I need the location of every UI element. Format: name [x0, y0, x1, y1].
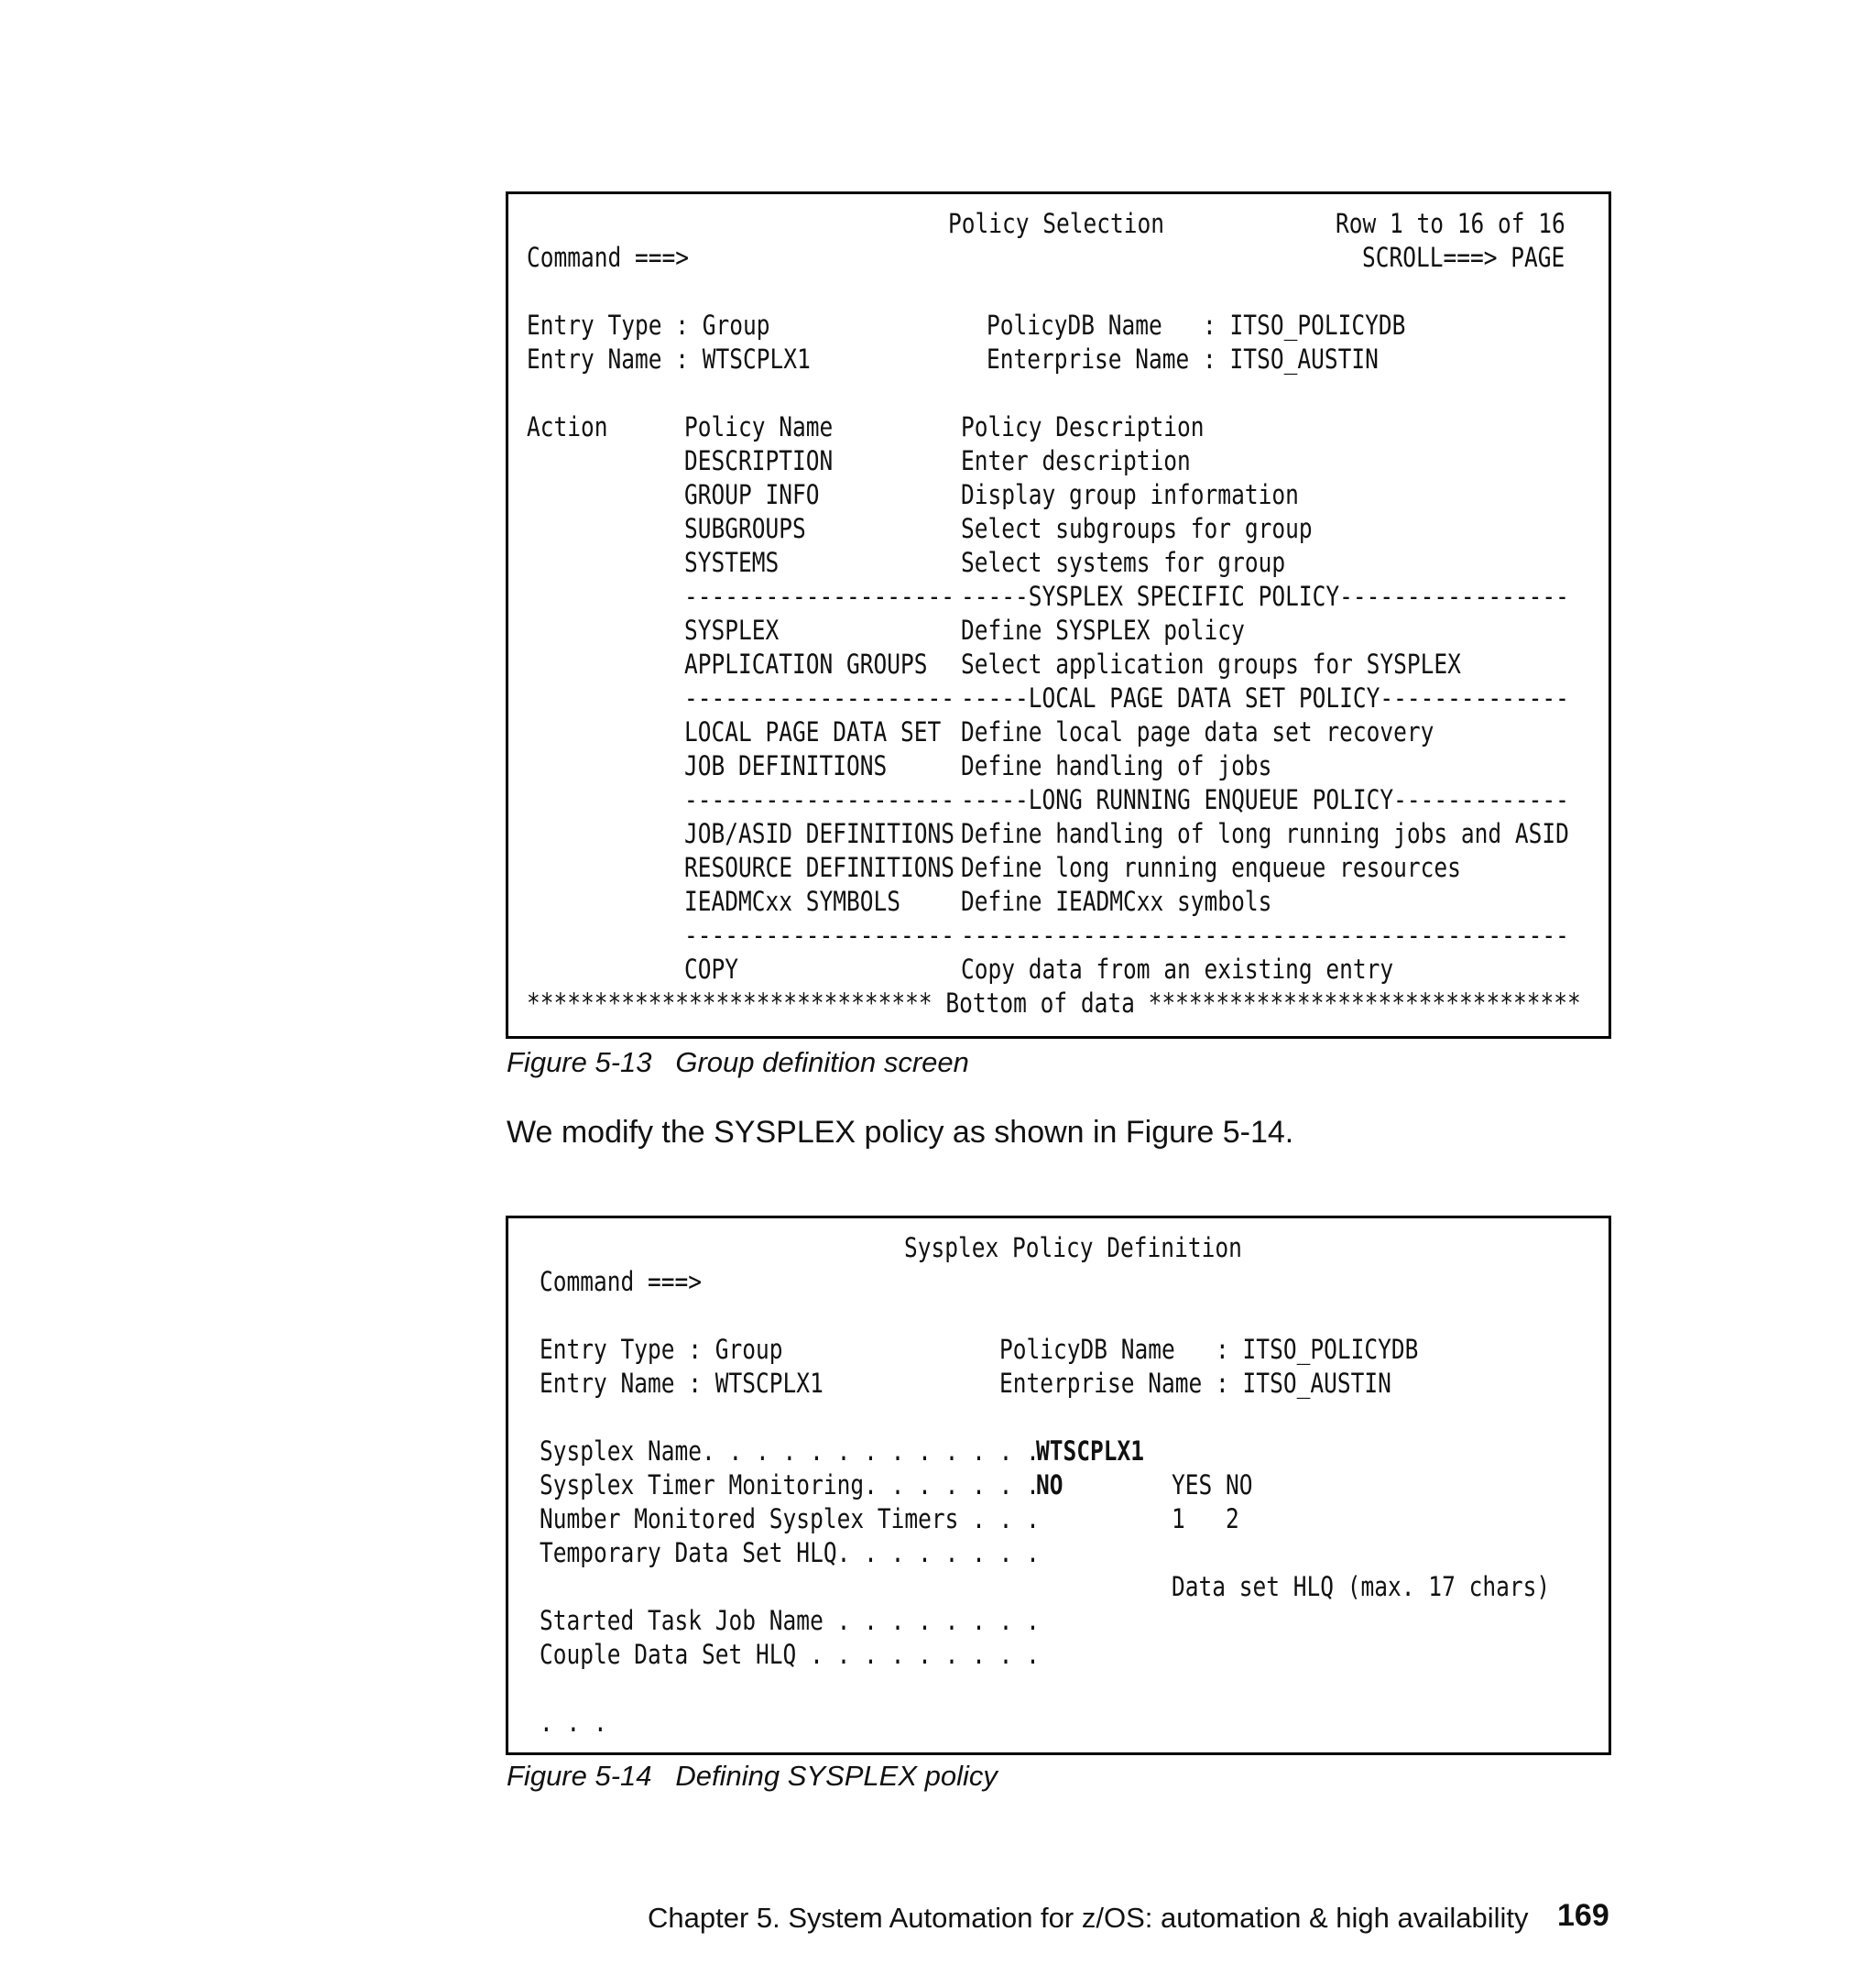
- policy-description-5: Define SYSPLEX policy: [961, 615, 1245, 646]
- page-number: 169: [1557, 1898, 1609, 1933]
- field-label-6: Couple Data Set HLQ . . . . . . . . .: [540, 1639, 1040, 1670]
- policy-name-7: --------------------: [684, 682, 955, 714]
- field-label-0: Sysplex Name. . . . . . . . . . . . .: [540, 1435, 1040, 1467]
- policy-description-2: Select subgroups for group: [961, 513, 1313, 544]
- field-label-5: Started Task Job Name . . . . . . . .: [540, 1605, 1040, 1636]
- policydb-name: PolicyDB Name : ITSO_POLICYDB: [987, 310, 1406, 341]
- screen-title: Sysplex Policy Definition: [904, 1232, 1242, 1263]
- policydb-name: PolicyDB Name : ITSO_POLICYDB: [999, 1334, 1419, 1365]
- policy-name-8[interactable]: LOCAL PAGE DATA SET: [684, 716, 942, 747]
- screen-title: Policy Selection: [948, 208, 1165, 239]
- field-label-3: Temporary Data Set HLQ. . . . . . . .: [540, 1537, 1040, 1568]
- policy-description-15: Copy data from an existing entry: [961, 954, 1394, 985]
- body-paragraph: We modify the SYSPLEX policy as shown in Figure 5-14.: [507, 1115, 1294, 1150]
- column-action: Action: [527, 411, 608, 442]
- field-hint-2: 1 2: [1172, 1503, 1239, 1534]
- policy-name-9[interactable]: JOB DEFINITIONS: [684, 750, 888, 781]
- bottom-of-data: ****************************** Bottom of data ********************************: [527, 988, 1581, 1019]
- policy-name-4: --------------------: [684, 581, 955, 612]
- field-hint-4: Data set HLQ (max. 17 chars): [1172, 1571, 1551, 1602]
- enterprise-name: Enterprise Name : ITSO_AUSTIN: [999, 1368, 1391, 1399]
- policy-description-1: Display group information: [961, 479, 1299, 510]
- policy-description-4: -----SYSPLEX SPECIFIC POLICY-----------------: [961, 581, 1569, 612]
- policy-description-8: Define local page data set recovery: [961, 716, 1434, 747]
- enterprise-name: Enterprise Name : ITSO_AUSTIN: [987, 344, 1379, 375]
- policy-name-6[interactable]: APPLICATION GROUPS: [684, 649, 928, 680]
- figure-caption-5-14: Figure 5-14 Defining SYSPLEX policy: [507, 1760, 998, 1792]
- field-hint-1: YES NO: [1172, 1469, 1253, 1500]
- policy-name-13[interactable]: IEADMCxx SYMBOLS: [684, 886, 901, 917]
- policy-name-10: --------------------: [684, 784, 955, 815]
- policy-description-9: Define handling of jobs: [961, 750, 1272, 781]
- policy-description-7: -----LOCAL PAGE DATA SET POLICY--------------: [961, 682, 1569, 714]
- policy-name-12[interactable]: RESOURCE DEFINITIONS: [684, 852, 955, 883]
- row-info: Row 1 to 16 of 16: [1336, 208, 1565, 239]
- policy-selection-screen: [506, 191, 1611, 1039]
- policy-description-3: Select systems for group: [961, 547, 1286, 578]
- figure-caption-5-13: Figure 5-13 Group definition screen: [507, 1046, 969, 1078]
- policy-description-6: Select application groups for SYSPLEX: [961, 649, 1461, 680]
- field-value-1[interactable]: NO: [1036, 1469, 1063, 1500]
- policy-name-11[interactable]: JOB/ASID DEFINITIONS: [684, 818, 955, 849]
- column-policy-name: Policy Name: [684, 411, 834, 442]
- policy-description-10: -----LONG RUNNING ENQUEUE POLICY-------------: [961, 784, 1569, 815]
- field-label-1: Sysplex Timer Monitoring. . . . . . .: [540, 1469, 1040, 1500]
- policy-name-15[interactable]: COPY: [684, 954, 739, 985]
- chapter-footer: Chapter 5. System Automation for z/OS: automation & high availability: [648, 1902, 1529, 1934]
- field-label-2: Number Monitored Sysplex Timers . . .: [540, 1503, 1040, 1534]
- column-policy-description: Policy Description: [961, 411, 1205, 442]
- entry-name: Entry Name : WTSCPLX1: [540, 1368, 823, 1399]
- more-ellipsis: . . .: [540, 1707, 607, 1738]
- policy-description-0: Enter description: [961, 445, 1191, 476]
- field-value-0[interactable]: WTSCPLX1: [1036, 1435, 1145, 1467]
- policy-name-2[interactable]: SUBGROUPS: [684, 513, 806, 544]
- command-label: Command ===>: [540, 1266, 703, 1297]
- policy-name-14: --------------------: [684, 920, 955, 951]
- policy-description-12: Define long running enqueue resources: [961, 852, 1461, 883]
- entry-type: Entry Type : Group: [527, 310, 770, 341]
- entry-name: Entry Name : WTSCPLX1: [527, 344, 811, 375]
- entry-type: Entry Type : Group: [540, 1334, 783, 1365]
- policy-description-13: Define IEADMCxx symbols: [961, 886, 1272, 917]
- policy-description-14: ---------------------------------------------: [961, 920, 1569, 951]
- policy-name-0[interactable]: DESCRIPTION: [684, 445, 834, 476]
- scroll-field[interactable]: SCROLL===> PAGE: [1362, 242, 1565, 273]
- policy-name-5[interactable]: SYSPLEX: [684, 615, 780, 646]
- sysplex-policy-definition-screen: [506, 1216, 1611, 1755]
- policy-name-3[interactable]: SYSTEMS: [684, 547, 780, 578]
- policy-name-1[interactable]: GROUP INFO: [684, 479, 820, 510]
- command-label: Command ===>: [527, 242, 690, 273]
- policy-description-11: Define handling of long running jobs and ASID: [961, 818, 1569, 849]
